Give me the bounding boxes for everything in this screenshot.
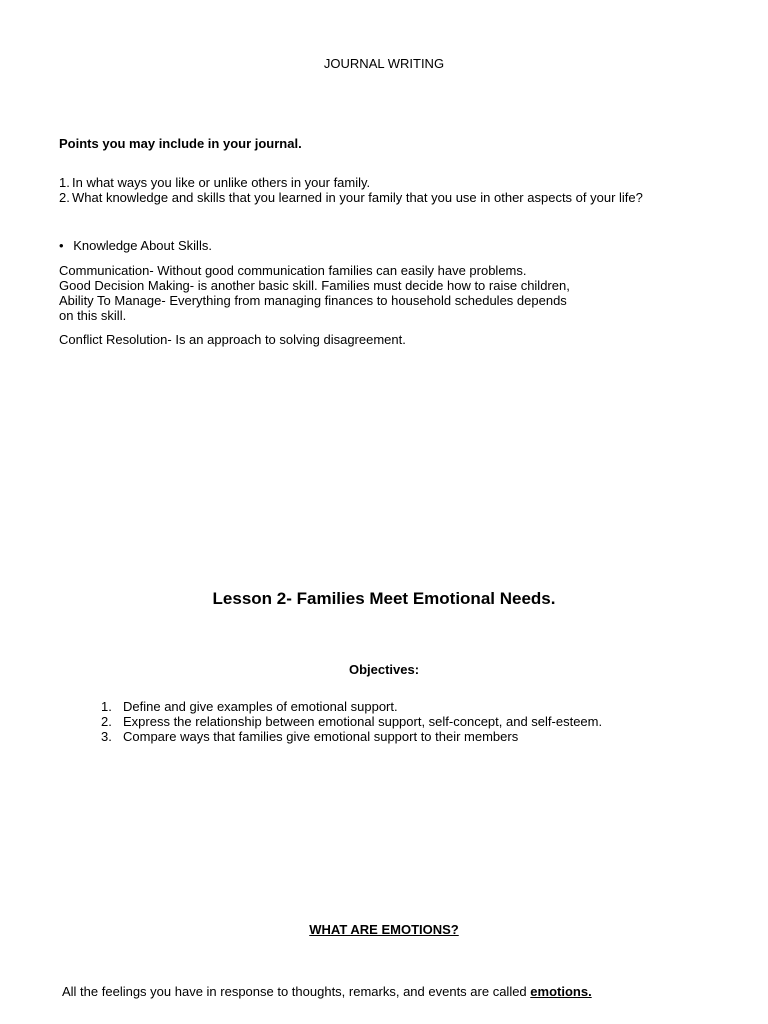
list-item — [59, 175, 643, 190]
conflict-resolution-line: Conflict Resolution- Is an approach to solving disagreement. — [59, 332, 406, 347]
list-item-text: In what ways you like or unlike others in your family. — [72, 175, 371, 190]
list-number: 3. — [101, 729, 112, 744]
list-item — [101, 714, 602, 729]
bullet-icon: • — [59, 238, 64, 253]
list-item — [101, 729, 602, 744]
objectives-list — [101, 699, 602, 744]
journal-points-list — [59, 175, 643, 205]
list-number: 1. — [59, 175, 70, 190]
emotions-term: emotions. — [530, 984, 592, 999]
journal-heading: Points you may include in your journal. — [59, 136, 302, 151]
objectives-heading: Objectives: — [348, 662, 420, 677]
lesson-title: Lesson 2- Families Meet Emotional Needs. — [212, 589, 556, 608]
document-title: JOURNAL WRITING — [323, 56, 445, 71]
skill-line: Good Decision Making- is another basic skill. Families must decide how to raise children, — [59, 278, 570, 293]
objective-text: Compare ways that families give emotional support to their members — [123, 729, 519, 744]
bullet-text: Knowledge About Skills. — [73, 238, 212, 253]
list-item — [59, 190, 643, 205]
skill-line: Communication- Without good communication families can easily have problems. — [59, 263, 527, 278]
skill-line: Ability To Manage- Everything from managing finances to household schedules depends — [59, 293, 567, 308]
list-item-text: What knowledge and skills that you learned in your family that you use in other aspects of your life? — [72, 190, 643, 205]
skills-paragraph — [59, 263, 570, 323]
list-number: 2. — [59, 190, 70, 205]
list-number: 1. — [101, 699, 112, 714]
list-number: 2. — [101, 714, 112, 729]
skill-line: on this skill. — [59, 308, 127, 323]
list-item — [101, 699, 602, 714]
objective-text: Express the relationship between emotional support, self-concept, and self-esteem. — [123, 714, 603, 729]
objective-text: Define and give examples of emotional support. — [123, 699, 398, 714]
emotions-heading: WHAT ARE EMOTIONS? — [309, 922, 459, 937]
emotions-sentence: All the feelings you have in response to thoughts, remarks, and events are called — [62, 984, 531, 999]
bullet-item — [59, 238, 212, 253]
emotions-definition — [62, 984, 592, 999]
